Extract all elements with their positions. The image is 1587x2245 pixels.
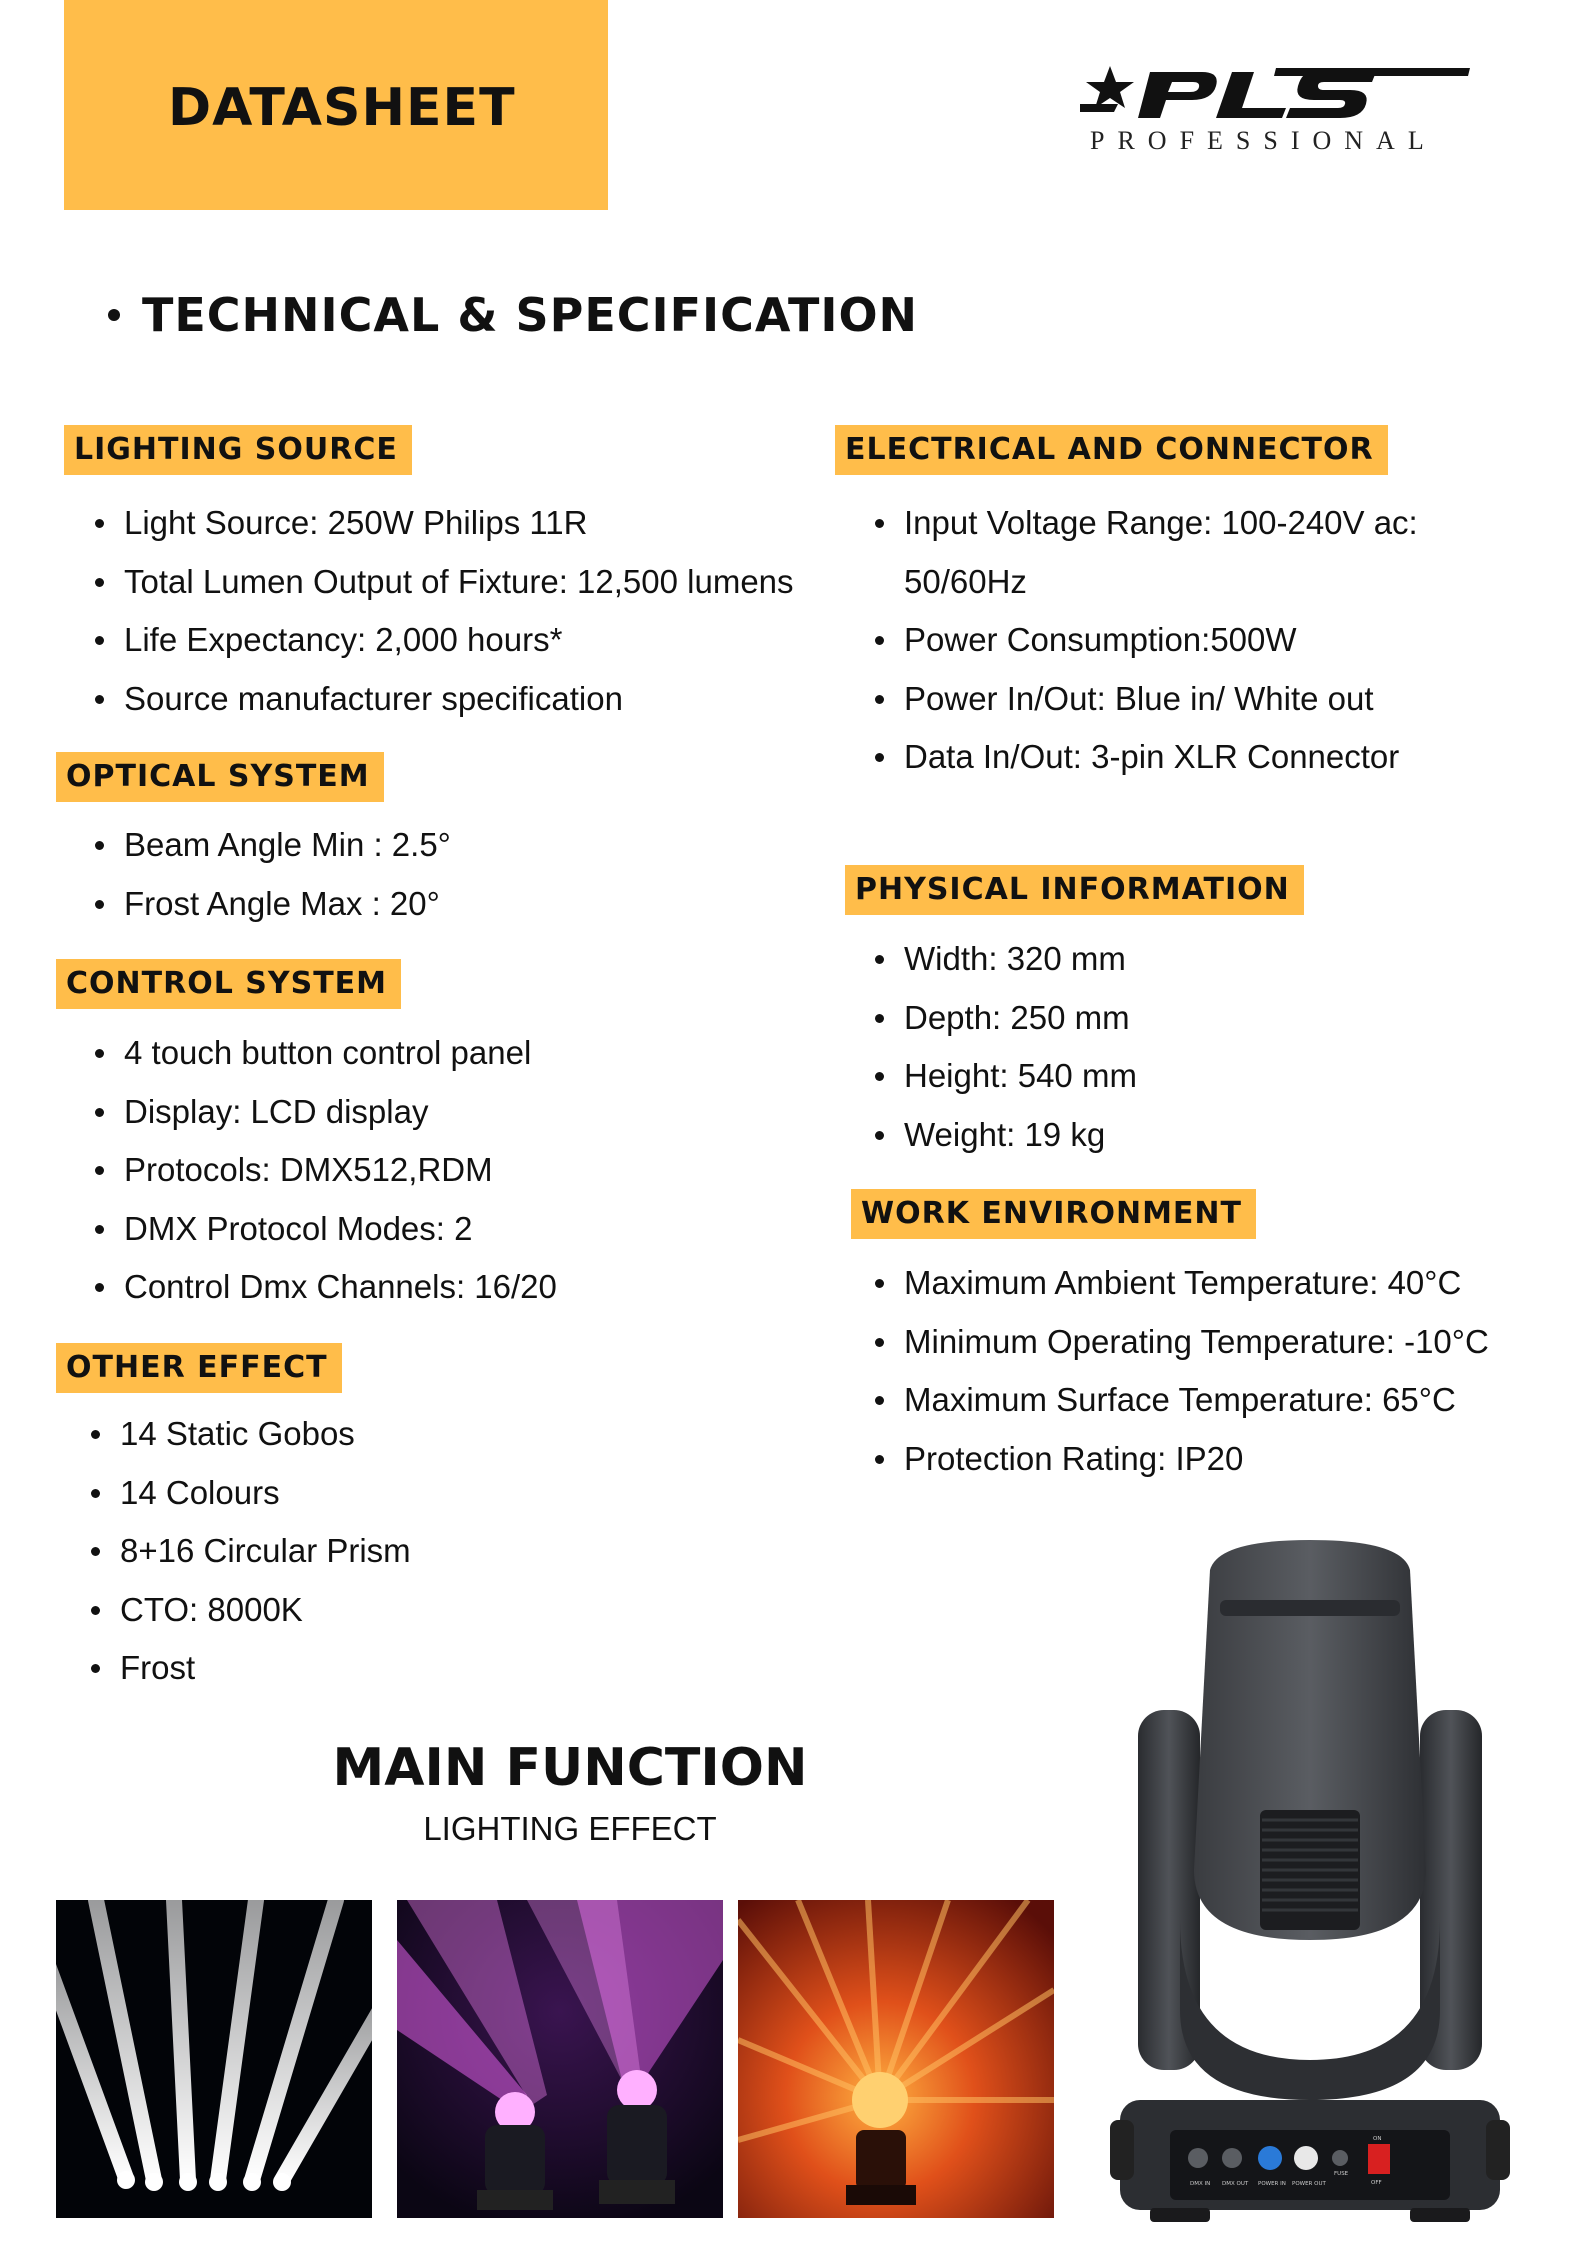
list-item: Source manufacturer specification (92, 670, 794, 729)
page-title: DATASHEET (168, 78, 516, 138)
beam-white-photo (56, 1900, 372, 2218)
list-item: Power In/Out: Blue in/ White out (872, 670, 1418, 729)
list-item: Height: 540 mm (872, 1047, 1137, 1106)
list-item: 14 Colours (88, 1464, 411, 1523)
section-label-lighting-source: LIGHTING SOURCE (64, 425, 412, 475)
list-item: CTO: 8000K (88, 1581, 411, 1640)
section-label-work-environment: WORK ENVIRONMENT (851, 1189, 1256, 1239)
logo-subtitle: PROFESSIONAL (1090, 126, 1437, 155)
voltage-frequency: 50/60Hz (904, 562, 1027, 600)
section-label-physical: PHYSICAL INFORMATION (845, 865, 1304, 915)
section-label-control-system: CONTROL SYSTEM (56, 959, 401, 1009)
panel-label-fuse: FUSE (1334, 2171, 1349, 2177)
optical-system-list (92, 816, 451, 933)
other-effect-list (88, 1405, 411, 1698)
list-item: Control Dmx Channels: 16/20 (92, 1258, 557, 1317)
list-item: Life Expectancy: 2,000 hours* (92, 611, 794, 670)
section-label-other-effect: OTHER EFFECT (56, 1343, 342, 1393)
control-system-list (92, 1024, 557, 1317)
pls-logo-mark (1080, 60, 1470, 130)
beam-magenta-photo (397, 1900, 723, 2218)
list-item: Depth: 250 mm (872, 989, 1137, 1048)
panel-label-on: ON (1373, 2136, 1382, 2142)
panel-label-power-out: POWER OUT (1292, 2181, 1326, 2187)
physical-list (872, 930, 1137, 1164)
bullet-icon (108, 309, 120, 321)
list-item: Display: LCD display (92, 1083, 557, 1142)
list-item: DMX Protocol Modes: 2 (92, 1200, 557, 1259)
panel-label-off: OFF (1371, 2180, 1382, 2186)
pls-logo (1080, 60, 1470, 160)
panel-label-power-in: POWER IN (1258, 2181, 1286, 2187)
list-item: Frost Angle Max : 20° (92, 875, 451, 934)
lighting-source-list (92, 494, 794, 728)
technical-spec-title: TECHNICAL & SPECIFICATION (142, 288, 919, 342)
list-item: Maximum Ambient Temperature: 40°C (872, 1254, 1489, 1313)
main-function-title: MAIN FUNCTION (332, 1738, 808, 1798)
list-item (872, 494, 1418, 611)
voltage-range: Input Voltage Range: 100-240V ac: (904, 504, 1418, 541)
list-item: Data In/Out: 3-pin XLR Connector (872, 728, 1418, 787)
main-function-subtitle: LIGHTING EFFECT (423, 1810, 717, 1847)
technical-spec-heading (108, 288, 918, 342)
list-item: 4 touch button control panel (92, 1024, 557, 1083)
list-item: Beam Angle Min : 2.5° (92, 816, 451, 875)
list-item: 14 Static Gobos (88, 1405, 411, 1464)
section-label-optical-system: OPTICAL SYSTEM (56, 752, 384, 802)
list-item: Power Consumption:500W (872, 611, 1418, 670)
list-item: Minimum Operating Temperature: -10°C (872, 1313, 1489, 1372)
panel-label-dmx-out: DMX OUT (1222, 2181, 1249, 2187)
electrical-list (872, 494, 1418, 787)
list-item: Weight: 19 kg (872, 1106, 1137, 1165)
list-item: Light Source: 250W Philips 11R (92, 494, 794, 553)
section-label-electrical: ELECTRICAL AND CONNECTOR (835, 425, 1388, 475)
beam-orange-photo (738, 1900, 1054, 2218)
moving-head-fixture-image (1110, 1540, 1510, 2230)
list-item: Maximum Surface Temperature: 65°C (872, 1371, 1489, 1430)
list-item: Total Lumen Output of Fixture: 12,500 lumens (92, 553, 794, 612)
list-item: 8+16 Circular Prism (88, 1522, 411, 1581)
panel-label-dmx-in: DMX IN (1190, 2181, 1211, 2187)
list-item: Frost (88, 1639, 411, 1698)
list-item: Protection Rating: IP20 (872, 1430, 1489, 1489)
work-environment-list (872, 1254, 1489, 1488)
list-item: Protocols: DMX512,RDM (92, 1141, 557, 1200)
list-item: Width: 320 mm (872, 930, 1137, 989)
